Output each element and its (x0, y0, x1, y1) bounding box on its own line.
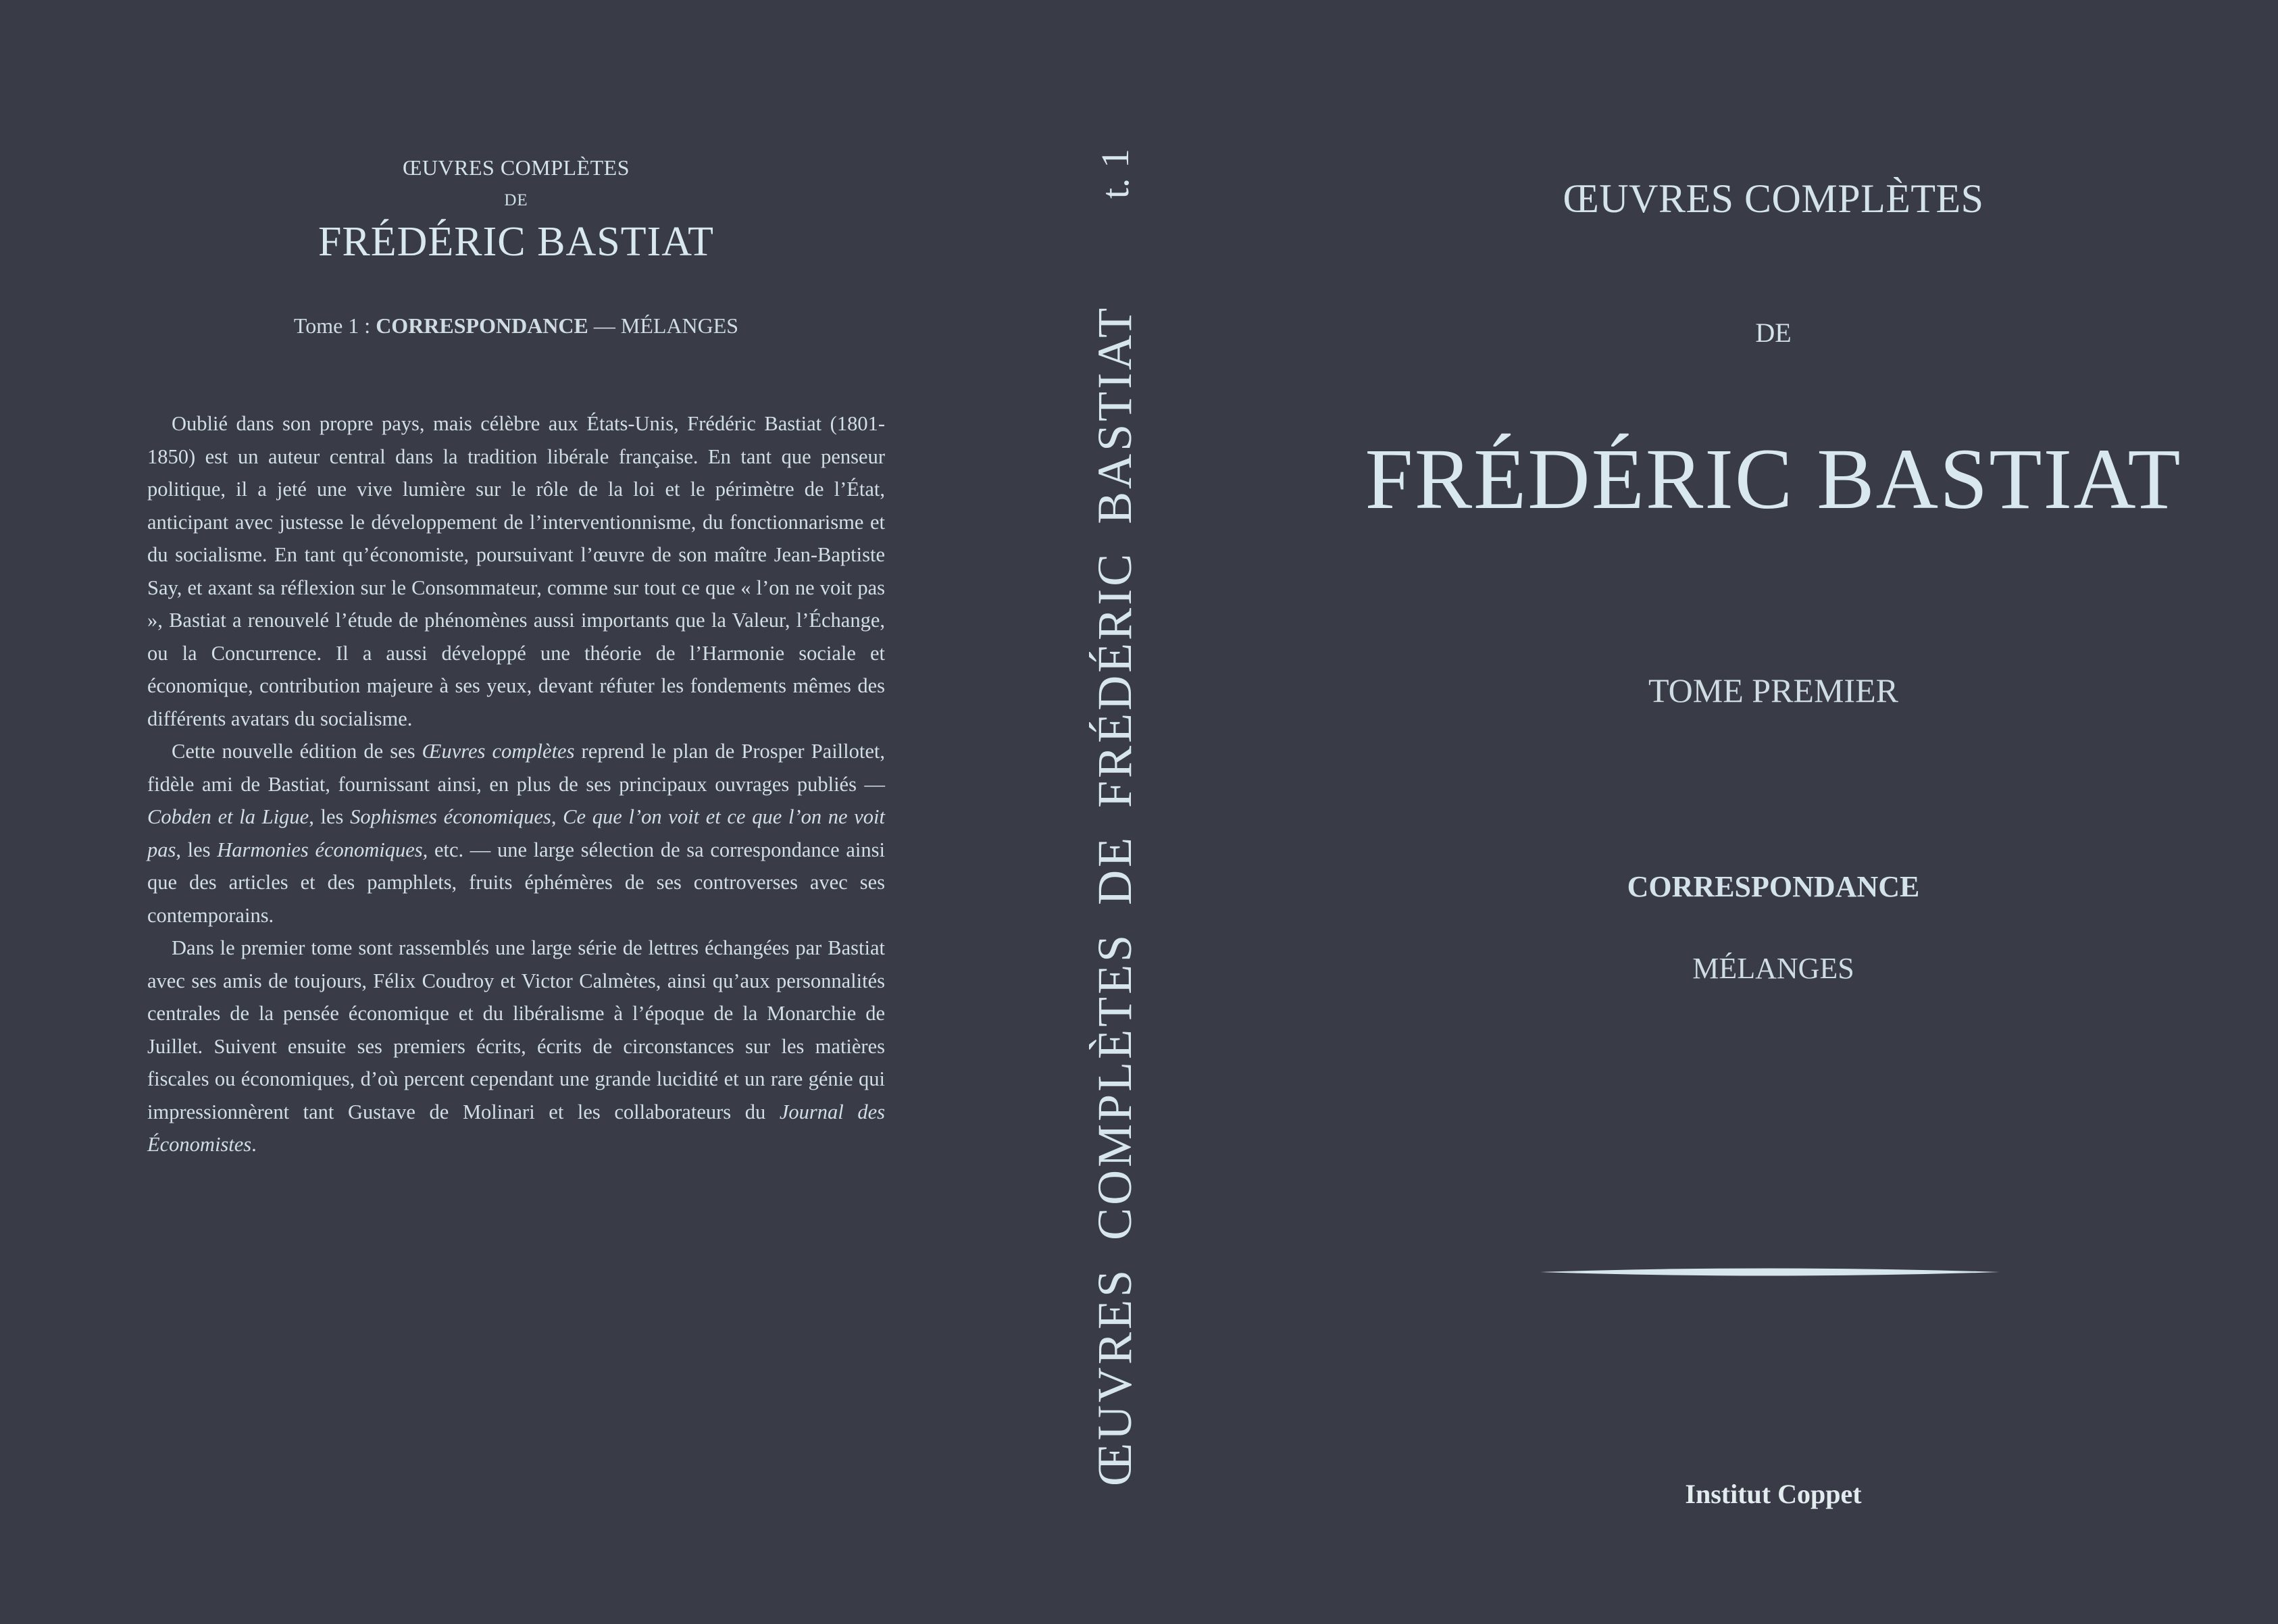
blurb-text: . (251, 1133, 257, 1156)
spine-title: ŒUVRES COMPLÈTES DE FRÉDÉRIC BASTIAT (1087, 305, 1142, 1486)
front-part-melanges: MÉLANGES (1692, 952, 1854, 985)
book-spine (1061, 135, 1169, 1486)
blurb-text: , les (176, 838, 218, 861)
front-cover (1338, 176, 2209, 986)
front-series-title: ŒUVRES COMPLÈTES (1563, 176, 1984, 221)
blurb-text: , les (309, 805, 351, 828)
blurb-text: reprend le plan de Prosper Paillotet, fidèle ami de Bastiat, fournissant ainsi, en plus de ses principaux ouvrages publiés — (147, 740, 885, 796)
back-tome-line (147, 313, 885, 338)
blurb-paragraph-3 (147, 932, 885, 1161)
blurb-title-italic: Ce que l’on voit et ce que l’on ne voit pas (147, 805, 885, 861)
back-author-name: FRÉDÉRIC BASTIAT (318, 219, 715, 265)
blurb-title-italic: Harmonies économiques, (217, 838, 428, 861)
spine-text-row (1061, 135, 1169, 1486)
blurb-title-italic: Œuvres complètes (422, 740, 575, 763)
blurb-paragraph-1: Oublié dans son propre pays, mais célèbre aux États-Unis, Frédéric Bastiat (1801-1850) est un auteur central dans la tradition libérale française. En tant que penseur politique, il a jeté une vive lumière sur le rôle de la loi et le périmètre de l’État, anticipant avec justesse le développement de l’interventionnisme, du fonctionnarisme et du socialisme. En tant qu’économiste, poursuivant l’œuvre de son maître Jean-Baptiste Say, et axant sa réflexion sur le Consommateur, comme sur tout ce que « l’on ne voit pas », Bastiat a renouvelé l’étude de phénomènes aussi importants que la Valeur, l’Échange, ou la Concurrence. Il a aussi développé une théorie de l’Harmonie sociale et économique, contribution majeure à ses yeux, devant réfuter les fondements mêmes des différents avatars du socialisme. (147, 412, 885, 730)
tome-prefix: Tome 1 : (293, 313, 376, 338)
front-de: DE (1755, 318, 1792, 348)
ornament-divider-icon (1540, 1262, 2000, 1282)
tome-correspondance: CORRESPONDANCE (376, 313, 588, 338)
back-cover (147, 155, 885, 1161)
front-author-name: FRÉDÉRIC BASTIAT (1365, 431, 2182, 527)
tome-suffix: — MÉLANGES (588, 313, 739, 338)
front-part-correspondance: CORRESPONDANCE (1627, 870, 1920, 903)
back-blurb (147, 407, 885, 1161)
blurb-title-italic: Journal des Économistes (147, 1100, 885, 1156)
back-series-title: ŒUVRES COMPLÈTES (402, 155, 630, 180)
blurb-text: Cette nouvelle édition de ses (172, 740, 422, 763)
blurb-title-italic: Sophismes économiques (350, 805, 551, 828)
publisher-name: Institut Coppet (1685, 1479, 1862, 1509)
back-de: DE (504, 191, 528, 209)
blurb-title-italic: Cobden et la Ligue (147, 805, 309, 828)
blurb-text: Dans le premier tome sont rassemblés une large série de lettres échangées par Bastiat avec ses amis de toujours, Félix Coudroy et Victor Calmètes, ainsi qu’aux personnalités centrales de la pensée économique et du libéralisme à l’époque de la Monarchie de Juillet. Suivent ensuite ses premiers écrits, écrits de circonstances sur les matières fiscales ou économiques, d’où percent cependant une grande lucidité et un rare génie qui impressionnèrent tant Gustave de Molinari et les collaborateurs du (147, 936, 885, 1123)
spine-volume: t. 1 (1092, 149, 1137, 199)
front-tome: TOME PREMIER (1648, 671, 1898, 709)
blurb-paragraph-2 (147, 735, 885, 932)
blurb-text: , (551, 805, 563, 828)
blurb-text: etc. — une large sélection de sa correspondance ainsi que des articles et des pamphlets, fruits éphémères de ses controverses avec ses contemporains. (147, 838, 885, 927)
